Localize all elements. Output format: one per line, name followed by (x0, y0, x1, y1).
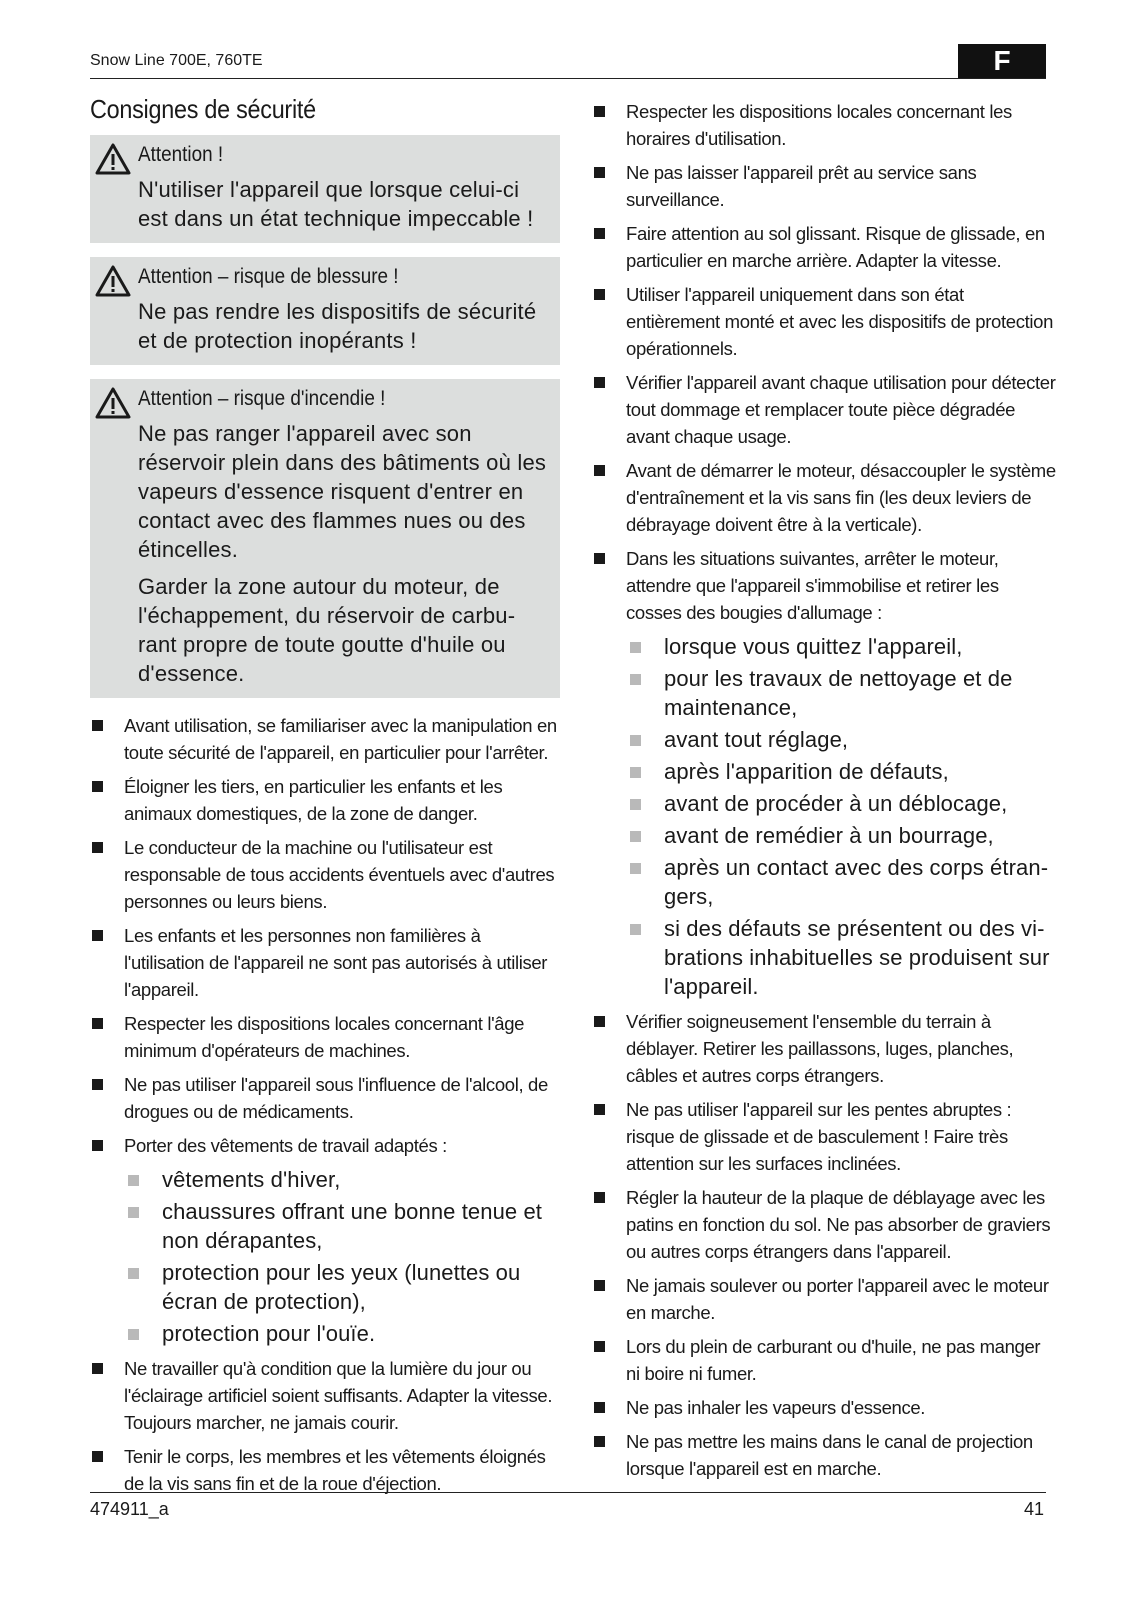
list-item: Utiliser l'appareil uniquement dans son état entièrement monté et avec les dispositifs de protection opérationnels. (592, 281, 1057, 362)
sub-item: lorsque vous quittez l'appareil, (626, 632, 1057, 661)
list-item: Faire attention au sol glissant. Risque de glissade, en particulier en marche arrière. Adapter la vitesse. (592, 220, 1057, 274)
list-item-text: Porter des vêtements de travail adaptés : (124, 1135, 447, 1156)
language-tab: F (958, 44, 1046, 78)
list-item: Ne pas utiliser l'appareil sous l'influence de l'alcool, de drogues ou de médicaments. (90, 1071, 560, 1125)
list-item: Ne pas utiliser l'appareil sur les pentes abruptes : risque de glissade et de basculement ! Faire très attention sur les surfaces inclinées. (592, 1096, 1057, 1177)
list-item: Lors du plein de carburant ou d'huile, ne pas manger ni boire ni fumer. (592, 1333, 1057, 1387)
sub-item: si des défauts se présentent ou des vi-brations inhabituelles se produisent sur l'appareil. (626, 914, 1057, 1001)
list-item-stop-situations (592, 545, 1057, 1001)
list-item: Vérifier soigneusement l'ensemble du terrain à déblayer. Retirer les paillassons, luges, planches, câbles et autres corps étrangers. (592, 1008, 1057, 1089)
sub-item: pour les travaux de nettoyage et de maintenance, (626, 664, 1057, 722)
list-item: Avant de démarrer le moteur, désaccoupler le système d'entraînement et la vis sans fin (les deux leviers de débrayage doivent être à la verticale). (592, 457, 1057, 538)
list-item: Ne pas inhaler les vapeurs d'essence. (592, 1394, 1057, 1421)
sub-item: chaussures offrant une bonne tenue et non dérapantes, (124, 1197, 560, 1255)
sub-item: protection pour les yeux (lunettes ou écran de protection), (124, 1258, 560, 1316)
warning-box-fire (90, 379, 560, 698)
sub-item: après un contact avec des corps étran-gers, (626, 853, 1057, 911)
list-item: Respecter les dispositions locales concernant les horaires d'utilisation. (592, 98, 1057, 152)
sub-item: avant de procéder à un déblocage, (626, 789, 1057, 818)
list-item: Régler la hauteur de la plaque de déblayage avec les patins en fonction du sol. Ne pas absorber de graviers ou autres corps étrangers dans l'appareil. (592, 1184, 1057, 1265)
warning-text: Ne pas ranger l'appareil avec son réservoir plein dans des bâtiments où les vapeurs d'essence risquent d'entrer en contact avec des flammes nues ou des étincelles. (138, 421, 547, 562)
warning-text: N'utiliser l'appareil que lorsque celui-ci est dans un état technique impeccable ! (138, 177, 534, 231)
warning-text: Ne pas rendre les dispositifs de sécurité et de protection inopérants ! (138, 299, 537, 353)
sub-item: après l'apparition de défauts, (626, 757, 1057, 786)
warning-box-general (90, 135, 560, 243)
warning-triangle-icon (95, 265, 131, 297)
list-item: Ne pas mettre les mains dans le canal de projection lorsque l'appareil est en marche. (592, 1428, 1057, 1482)
list-item: Avant utilisation, se familiariser avec la manipulation en toute sécurité de l'appareil, en particulier pour l'arrêter. (90, 712, 560, 766)
warning-title: Attention ! (138, 143, 224, 166)
list-item: Vérifier l'appareil avant chaque utilisation pour détecter tout dommage et remplacer toute pièce dégradée avant chaque usage. (592, 369, 1057, 450)
list-item: Ne jamais soulever ou porter l'appareil avec le moteur en marche. (592, 1272, 1057, 1326)
list-item-clothing (90, 1132, 560, 1348)
warning-text: Garder la zone autour du moteur, de l'échappement, du réservoir de carbu-rant propre de toute goutte d'huile ou d'essence. (138, 574, 516, 686)
warning-title: Attention – risque de blessure ! (138, 265, 399, 288)
section-title: Consignes de sécurité (90, 94, 316, 124)
page-header (90, 44, 1046, 79)
warning-triangle-icon (95, 143, 131, 175)
document-code: 474911_a (90, 1499, 169, 1519)
sub-item: avant de remédier à un bourrage, (626, 821, 1057, 850)
list-item: Ne travailler qu'à condition que la lumière du jour ou l'éclairage artificiel soient suffisants. Adapter la vitesse. Toujours marcher, ne jamais courir. (90, 1355, 560, 1436)
list-item: Respecter les dispositions locales concernant l'âge minimum d'opérateurs de machines. (90, 1010, 560, 1064)
page-number: 41 (1023, 1499, 1044, 1519)
list-item: Le conducteur de la machine ou l'utilisateur est responsable de tous accidents éventuels avec d'autres personnes ou leurs biens. (90, 834, 560, 915)
right-column (592, 98, 1057, 1489)
safety-list-right (592, 98, 1057, 1482)
warning-box-injury (90, 257, 560, 365)
page-footer (90, 1492, 1046, 1519)
left-column (90, 94, 560, 1504)
stop-situations-sublist (626, 632, 1057, 1001)
sub-item: protection pour l'ouïe. (124, 1319, 560, 1348)
sub-item: vêtements d'hiver, (124, 1165, 560, 1194)
sub-item: avant tout réglage, (626, 725, 1057, 754)
list-item: Éloigner les tiers, en particulier les enfants et les animaux domestiques, de la zone de danger. (90, 773, 560, 827)
list-item-text: Dans les situations suivantes, arrêter le moteur, attendre que l'appareil s'immobilise et retirer les cosses des bougies d'allumage : (626, 548, 999, 623)
warning-title: Attention – risque d'incendie ! (138, 387, 386, 410)
document-title: Snow Line 700E, 760TE (90, 52, 263, 69)
warning-triangle-icon (95, 387, 131, 419)
list-item: Tenir le corps, les membres et les vêtements éloignés de la vis sans fin et de la roue d'éjection. (90, 1443, 560, 1497)
clothing-sublist (124, 1165, 560, 1348)
list-item: Ne pas laisser l'appareil prêt au service sans surveillance. (592, 159, 1057, 213)
safety-list-left (90, 712, 560, 1497)
list-item: Les enfants et les personnes non familières à l'utilisation de l'appareil ne sont pas autorisés à utiliser l'appareil. (90, 922, 560, 1003)
